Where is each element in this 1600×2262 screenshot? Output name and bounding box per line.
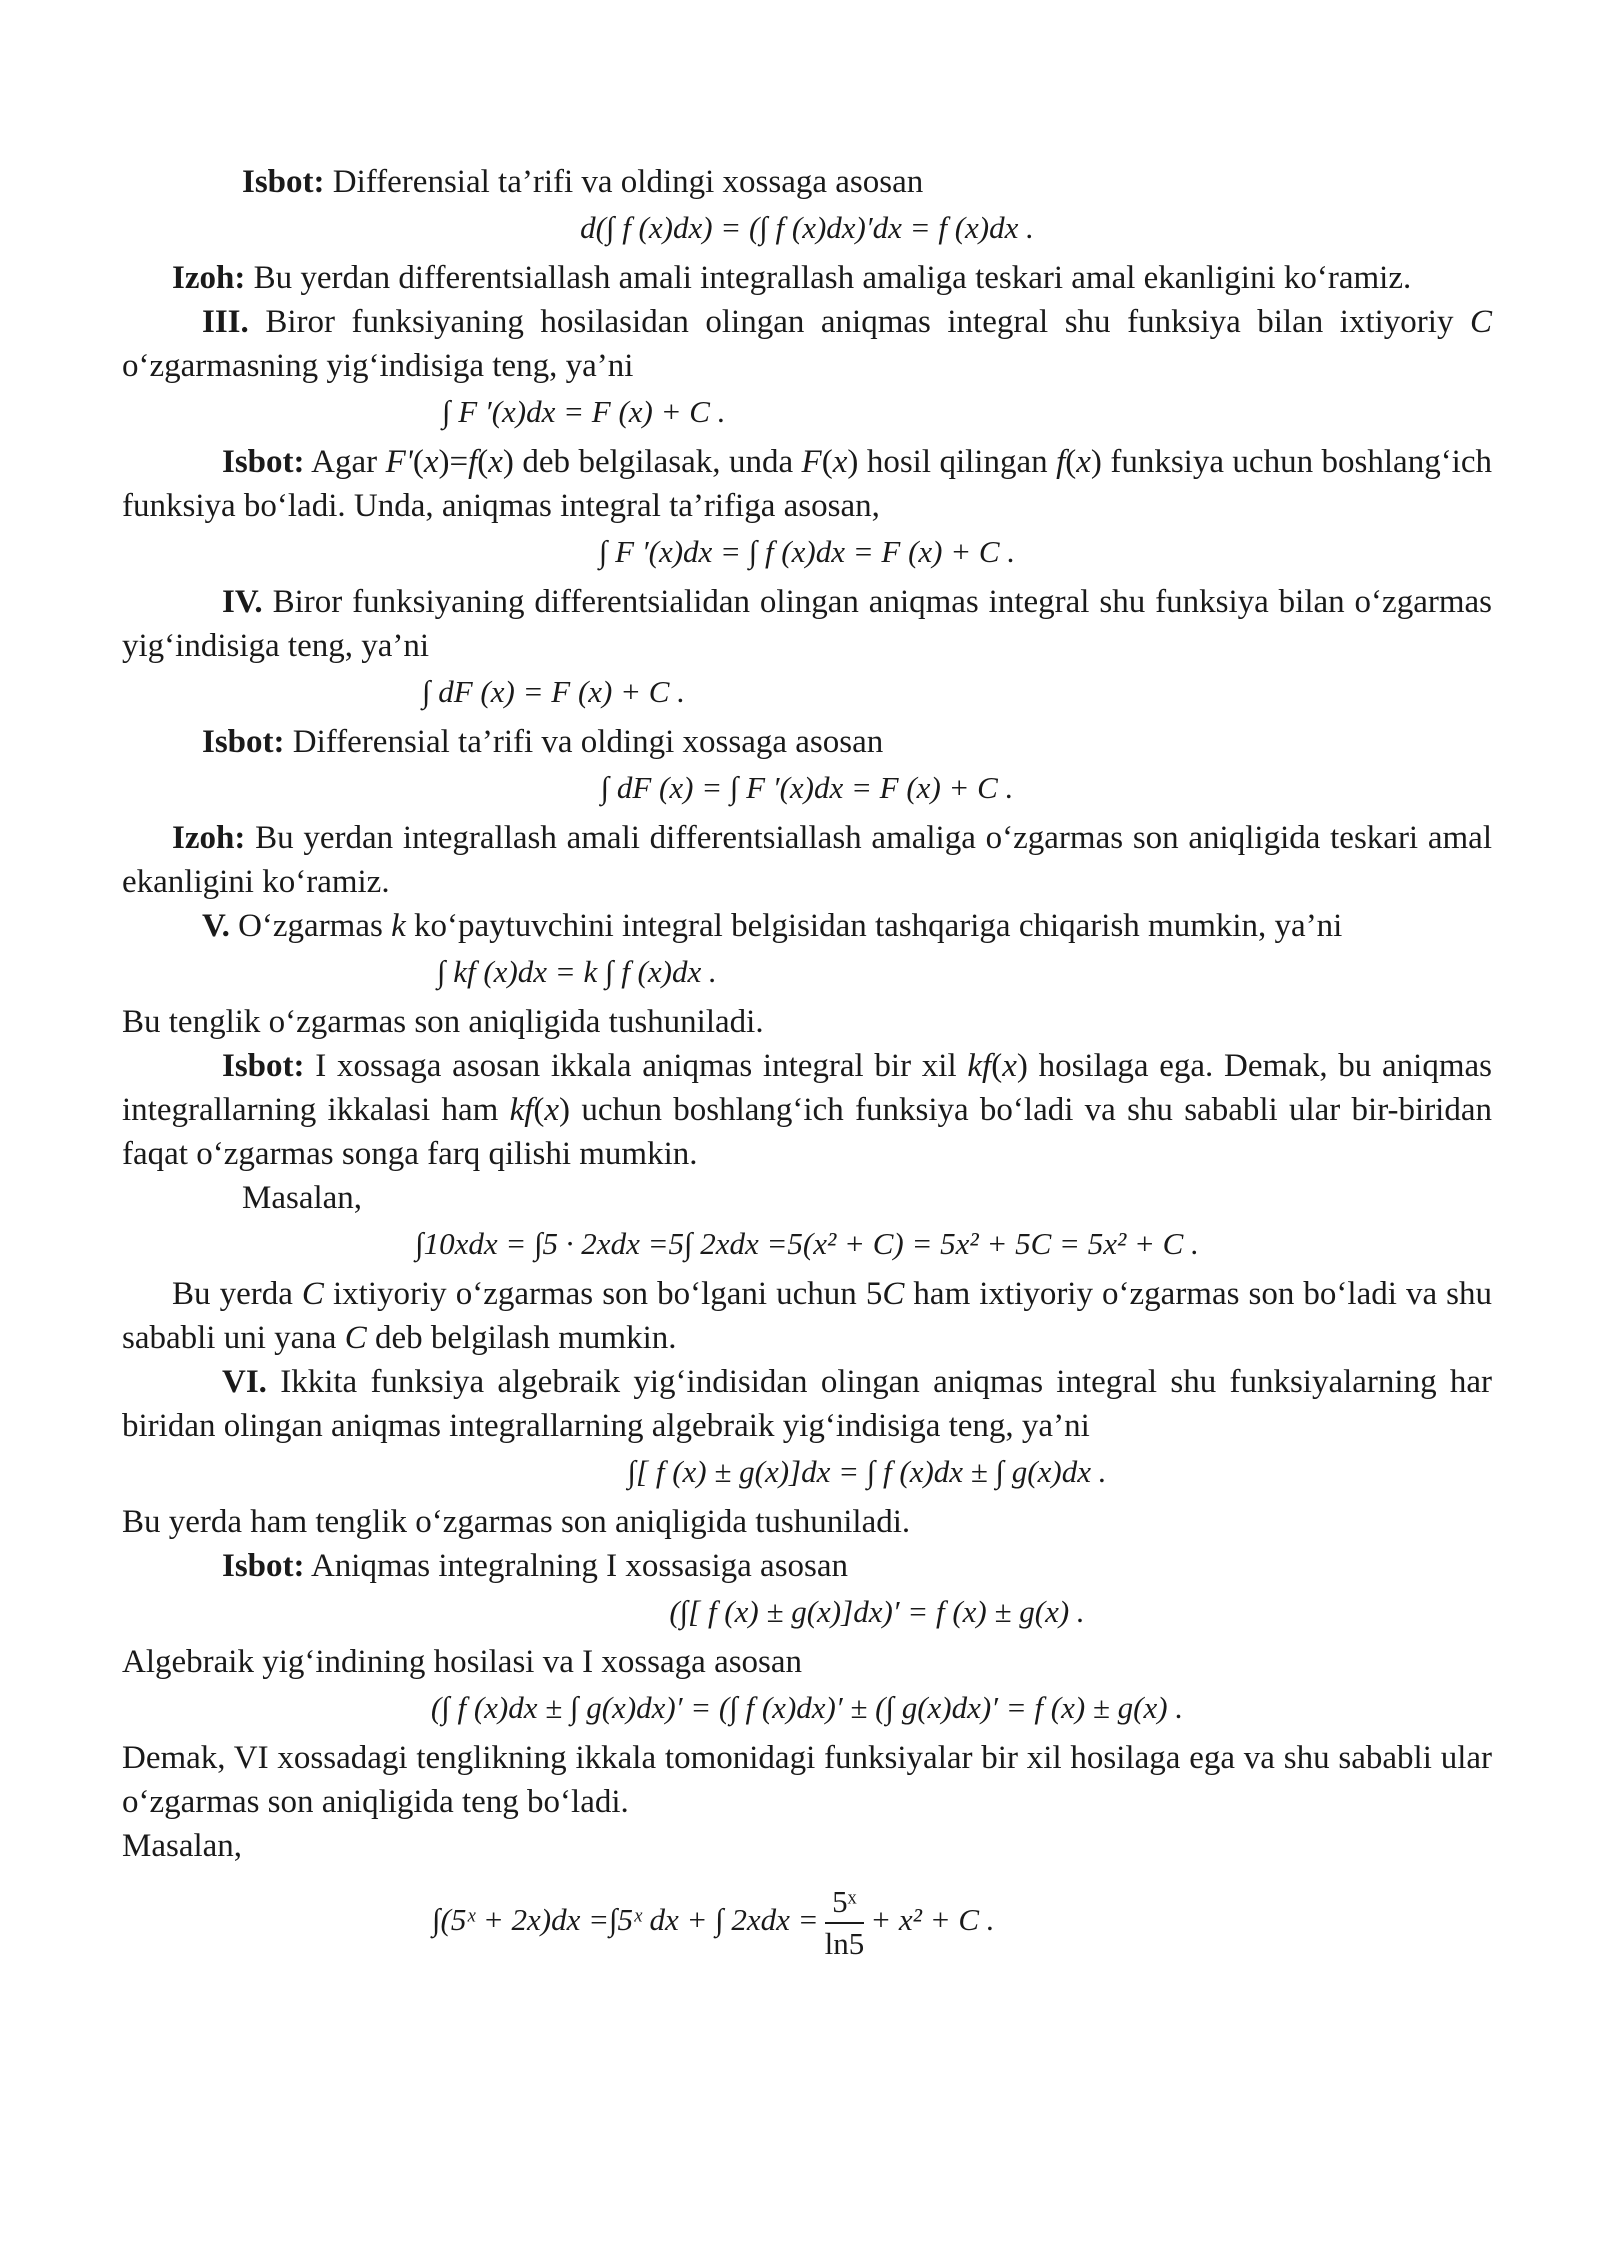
formula-11 (122, 1882, 1492, 1964)
italic-symbol: x (544, 1092, 560, 1128)
italic-symbol: f (468, 444, 478, 480)
bold-label: Izoh: (172, 820, 246, 856)
italic-symbol: kf (509, 1092, 534, 1128)
formula-9: (∫[ f (x) ± g(x)]dx)′ = f (x) ± g(x) . (669, 1594, 1085, 1629)
italic-symbol: x (832, 444, 848, 480)
paragraph-text: ham ixtiyoriy o‘zgarmas son bo‘ladi va shu sababli uni yana (122, 1276, 1493, 1356)
italic-symbol: x (488, 444, 503, 480)
paragraph-text: Agar (304, 444, 386, 480)
paragraph-text: Bu yerdan integrallash amali differentsiallash amaliga o‘zgarmas son aniqligida teskari amal ekanligini ko‘ramiz. (122, 820, 1492, 900)
bold-label: Isbot: (242, 164, 325, 200)
remark-paragraph-1 (122, 256, 1492, 300)
paragraph-text: Differensial ta’rifi va oldingi xossaga asosan (284, 724, 884, 760)
italic-symbol: k (391, 908, 406, 944)
paragraph-text: ( (533, 1092, 545, 1128)
proof-paragraph-4 (122, 1044, 1492, 1176)
paragraph-tenglik: Bu tenglik o‘zgarmas son aniqligida tushuniladi. (122, 1004, 764, 1040)
italic-symbol: F (801, 444, 822, 480)
paragraph-text: Differensial ta’rifi va oldingi xossaga asosan (324, 164, 924, 200)
paragraph-text: ( (821, 444, 833, 480)
formula-11-right: + x² + C . (870, 1902, 995, 1938)
example-label-1: Masalan, (242, 1180, 363, 1216)
italic-symbol: x (423, 444, 439, 480)
bold-label: III. (202, 304, 249, 340)
proof-paragraph-2 (122, 440, 1492, 528)
italic-symbol: F' (385, 444, 413, 480)
paragraph-text: ( (991, 1048, 1003, 1084)
paragraph-text: I xossaga asosan ikkala aniqmas integral bir xil (304, 1048, 968, 1084)
formula-11-left: ∫(5ˣ + 2x)dx =∫5ˣ dx + ∫ 2xdx = (432, 1902, 819, 1938)
italic-symbol: kf (967, 1048, 992, 1084)
italic-symbol: x (1002, 1048, 1017, 1084)
paragraph-text: ) deb belgilasak, unda (502, 444, 802, 480)
property-V (122, 904, 1492, 948)
paragraph-text: ) uchun boshlang‘ich funksiya bo‘ladi va shu sababli ular bir-biridan faqat o‘zgarmas songa farq qilishi mumkin. (122, 1092, 1492, 1172)
property-VI (122, 1360, 1492, 1448)
bold-label: Isbot: (222, 444, 305, 480)
bold-label: Isbot: (222, 1048, 305, 1084)
document-page (122, 160, 1492, 1970)
paragraph-text: Biror funksiyaning differentsialidan olingan aniqmas integral shu funksiya bilan o‘zgarmas yig‘indisiga teng, ya’ni (122, 584, 1492, 664)
formula-6: ∫ kf (x)dx = k ∫ f (x)dx . (437, 954, 717, 989)
paragraph-text: )= (438, 444, 469, 480)
example-label-2: Masalan, (122, 1828, 243, 1864)
proof-paragraph-5 (122, 1544, 1492, 1588)
paragraph-text: o‘zgarmasning yig‘indisiga teng, ya’ni (122, 348, 634, 384)
italic-symbol: C (344, 1320, 367, 1356)
paragraph-constant (122, 1272, 1492, 1360)
paragraph-text: Bu yerdan differentsiallash amali integrallash amaliga teskari amal ekanligini ko‘ramiz. (245, 260, 1412, 296)
bold-label: IV. (222, 584, 263, 620)
paragraph-demak: Demak, VI xossadagi tenglikning ikkala tomonidagi funksiyalar bir xil hosilaga ega va shu sababli ular o‘zgarmas son aniqligida teng bo‘ladi. (122, 1740, 1492, 1820)
paragraph-text: ) hosilaga ega. Demak, bu aniqmas integrallarning ikkalasi ham (122, 1048, 1492, 1128)
fraction (825, 1882, 865, 1964)
italic-symbol: f (1056, 444, 1066, 480)
paragraph-text: ( (1065, 444, 1077, 480)
fraction-numerator: 5ˣ (825, 1882, 865, 1924)
formula-10: (∫ f (x)dx ± ∫ g(x)dx)′ = (∫ f (x)dx)′ ± (∫ g(x)dx)′ = f (x) ± g(x) . (430, 1690, 1184, 1725)
paragraph-text: O‘zgarmas (229, 908, 392, 944)
property-III (122, 300, 1492, 388)
formula-7: ∫10xdx = ∫5 · 2xdx =5∫ 2xdx =5(x² + C) = 5x² + 5C = 5x² + C . (415, 1226, 1199, 1261)
paragraph-tenglik-2: Bu yerda ham tenglik o‘zgarmas son aniqligida tushuniladi. (122, 1504, 911, 1540)
formula-2: ∫ F ′(x)dx = F (x) + C . (442, 394, 726, 429)
paragraph-text: ixtiyoriy o‘zgarmas son bo‘lgani uchun 5 (323, 1276, 883, 1312)
paragraph-text: ) funksiya uchun boshlang‘ich funksiya bo‘ladi. Unda, aniqmas integral ta’rifiga asosan, (122, 444, 1492, 524)
bold-label: V. (202, 908, 230, 944)
italic-symbol: C (882, 1276, 905, 1312)
paragraph-algebraik: Algebraik yig‘indining hosilasi va I xossaga asosan (122, 1644, 803, 1680)
formula-5: ∫ dF (x) = ∫ F ′(x)dx = F (x) + C . (600, 770, 1014, 805)
proof-paragraph-1 (122, 160, 1492, 204)
formula-3: ∫ F ′(x)dx = ∫ f (x)dx = F (x) + C . (598, 534, 1016, 569)
formula-1: d(∫ f (x)dx) = (∫ f (x)dx)′dx = f (x)dx . (580, 210, 1034, 245)
fraction-denominator: ln5 (824, 1926, 865, 1961)
bold-label: Izoh: (172, 260, 246, 296)
paragraph-text: Bu yerda (172, 1276, 302, 1312)
bold-label: VI. (222, 1364, 267, 1400)
paragraph-text: ( (477, 444, 489, 480)
bold-label: Isbot: (202, 724, 285, 760)
paragraph-text: ko‘paytuvchini integral belgisidan tashqariga chiqarish mumkin, ya’ni (405, 908, 1343, 944)
paragraph-text: Biror funksiyaning hosilasidan olingan aniqmas integral shu funksiya bilan ixtiyoriy (248, 304, 1470, 340)
italic-symbol: x (1076, 444, 1091, 480)
formula-8: ∫[ f (x) ± g(x)]dx = ∫ f (x)dx ± ∫ g(x)dx . (627, 1454, 1107, 1489)
paragraph-text: ) hosil qilingan (847, 444, 1057, 480)
bold-label: Isbot: (222, 1548, 305, 1584)
property-IV (122, 580, 1492, 668)
remark-paragraph-2 (122, 816, 1492, 904)
italic-symbol: C (301, 1276, 324, 1312)
formula-4: ∫ dF (x) = F (x) + C . (422, 674, 685, 709)
paragraph-text: Ikkita funksiya algebraik yig‘indisidan olingan aniqmas integral shu funksiyalarning har biridan olingan aniqmas integrallarning algebraik yig‘indisiga teng, ya’ni (122, 1364, 1492, 1444)
paragraph-text: deb belgilash mumkin. (366, 1320, 677, 1356)
paragraph-text: Aniqmas integralning I xossasiga asosan (304, 1548, 849, 1584)
italic-symbol: C (1469, 304, 1492, 340)
paragraph-text: ( (412, 444, 424, 480)
proof-paragraph-3 (122, 720, 1492, 764)
